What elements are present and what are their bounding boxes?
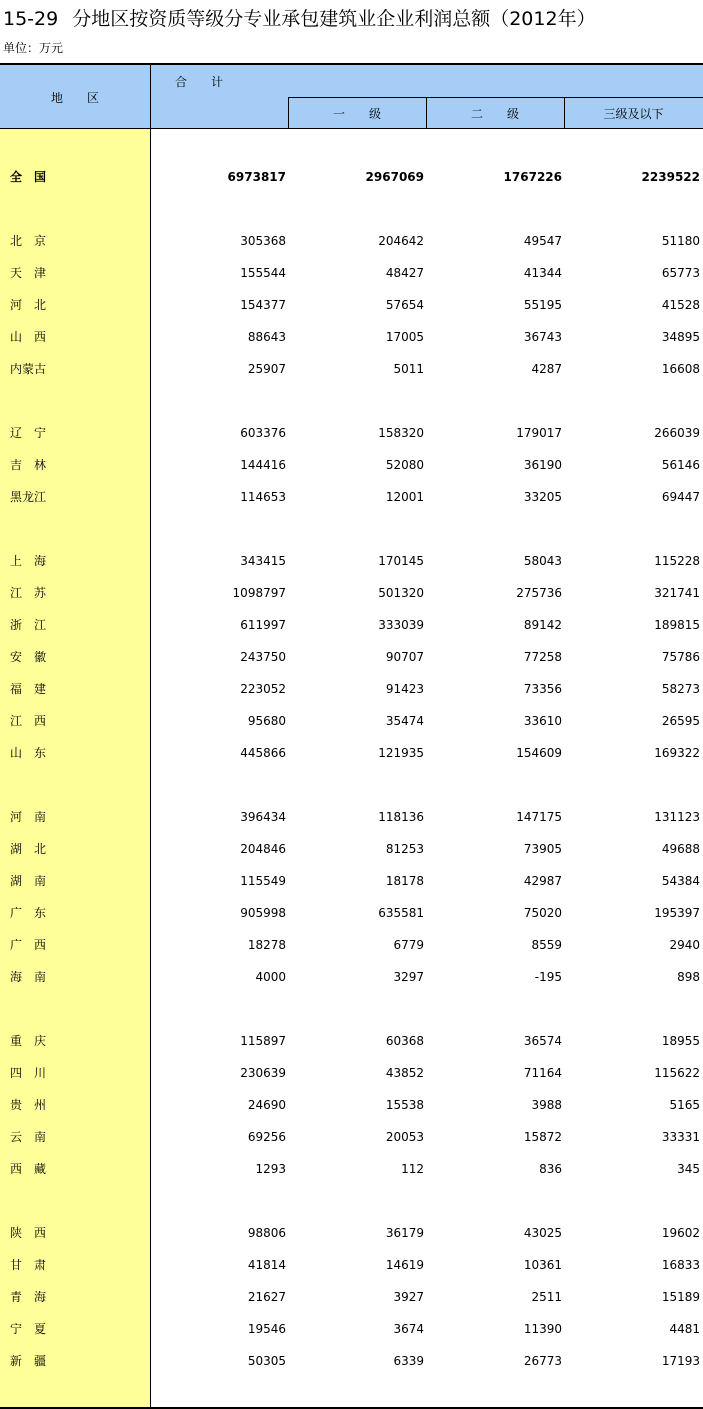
region-name: 安 徽: [10, 650, 47, 664]
grade1-value: 14619: [385, 1258, 424, 1272]
table-row: [0, 901, 703, 925]
grade1-value: 52080: [385, 458, 424, 472]
grade1-value: 6339: [393, 1354, 424, 1368]
grade2-value: 275736: [516, 586, 562, 600]
region-column: [0, 129, 151, 1407]
grade1-value: 112: [401, 1162, 424, 1176]
total-value: 19546: [247, 1322, 286, 1336]
header-divider: [426, 97, 427, 129]
grade3-value: 18955: [661, 1034, 700, 1048]
table-row: [0, 549, 703, 573]
grade2-value: 49547: [523, 234, 562, 248]
grade3-value: 2940: [669, 938, 700, 952]
table-row: [0, 1125, 703, 1149]
grade1-value: 333039: [378, 618, 424, 632]
total-value: 88643: [247, 330, 286, 344]
grade1-value: 635581: [378, 906, 424, 920]
region-name: 四 川: [10, 1066, 47, 1080]
grade3-value: 266039: [654, 426, 700, 440]
grade2-value: 71164: [523, 1066, 562, 1080]
table-row: [0, 453, 703, 477]
region-name: 云 南: [10, 1130, 47, 1144]
table-row: [0, 709, 703, 733]
grade2-value: 36190: [523, 458, 562, 472]
grade3-value: 2239522: [641, 170, 700, 184]
grade2-value: 26773: [523, 1354, 562, 1368]
region-name: 上 海: [10, 554, 47, 568]
grade2-value: 154609: [516, 746, 562, 760]
grade1-value: 90707: [385, 650, 424, 664]
grade2-value: 55195: [523, 298, 562, 312]
grade2-value: 1767226: [503, 170, 562, 184]
grade1-value: 43852: [385, 1066, 424, 1080]
grade3-value: 131123: [654, 810, 700, 824]
table-code: 15-29: [3, 8, 59, 30]
grade3-value: 56146: [661, 458, 700, 472]
grade1-value: 15538: [385, 1098, 424, 1112]
total-value: 115549: [240, 874, 286, 888]
grade2-value: 41344: [523, 266, 562, 280]
grade2-value: 73905: [523, 842, 562, 856]
total-value: 223052: [240, 682, 286, 696]
region-name: 河 北: [10, 298, 47, 312]
table-title: 分地区按资质等级分专业承包建筑业企业利润总额（2012年）: [72, 8, 596, 30]
total-value: 204846: [240, 842, 286, 856]
header-total: 合 计: [174, 74, 223, 89]
grade3-value: 17193: [661, 1354, 700, 1368]
region-name: 江 西: [10, 714, 47, 728]
region-name: 湖 北: [10, 842, 47, 856]
total-value: 445866: [240, 746, 286, 760]
table-row: [0, 837, 703, 861]
table-row: [0, 1253, 703, 1277]
total-value: 396434: [240, 810, 286, 824]
table-row: [0, 229, 703, 253]
total-value: 230639: [240, 1066, 286, 1080]
grade3-value: 41528: [661, 298, 700, 312]
table-row: [0, 1317, 703, 1341]
total-value: 18278: [247, 938, 286, 952]
grade2-value: 11390: [523, 1322, 562, 1336]
grade3-value: 169322: [654, 746, 700, 760]
region-name: 黑龙江: [10, 490, 47, 504]
grade2-value: 77258: [523, 650, 562, 664]
grade2-value: 147175: [516, 810, 562, 824]
grade3-value: 65773: [661, 266, 700, 280]
region-name: 新 疆: [10, 1354, 47, 1368]
region-name: 山 东: [10, 746, 47, 760]
total-value: 603376: [240, 426, 286, 440]
region-name: 海 南: [10, 970, 47, 984]
grade3-value: 75786: [661, 650, 700, 664]
grade1-value: 3674: [393, 1322, 424, 1336]
grade3-value: 16608: [661, 362, 700, 376]
grade2-value: 58043: [523, 554, 562, 568]
table-row: [0, 677, 703, 701]
total-value: 25907: [247, 362, 286, 376]
grade3-value: 19602: [661, 1226, 700, 1240]
grade3-value: 195397: [654, 906, 700, 920]
grade3-value: 69447: [661, 490, 700, 504]
grade2-value: 15872: [523, 1130, 562, 1144]
region-name: 甘 肃: [10, 1258, 47, 1272]
grade2-value: 75020: [523, 906, 562, 920]
region-name: 广 西: [10, 938, 47, 952]
total-value: 6973817: [227, 170, 286, 184]
data-table: [0, 63, 703, 1409]
table-row: [0, 421, 703, 445]
region-name: 全 国: [10, 170, 47, 184]
region-name: 山 西: [10, 330, 47, 344]
table-row: [0, 165, 703, 189]
grade1-value: 204642: [378, 234, 424, 248]
header-divider: [288, 97, 289, 129]
total-value: 95680: [247, 714, 286, 728]
region-name: 贵 州: [10, 1098, 47, 1112]
table-row: [0, 1061, 703, 1085]
total-value: 243750: [240, 650, 286, 664]
region-name: 浙 江: [10, 618, 47, 632]
grade1-value: 3297: [393, 970, 424, 984]
grade1-value: 20053: [385, 1130, 424, 1144]
total-value: 1098797: [232, 586, 286, 600]
region-name: 宁 夏: [10, 1322, 47, 1336]
table-row: [0, 805, 703, 829]
region-name: 江 苏: [10, 586, 47, 600]
header-region: 地 区: [50, 90, 99, 105]
grade3-value: 34895: [661, 330, 700, 344]
table-row: [0, 485, 703, 509]
grade1-value: 2967069: [365, 170, 424, 184]
table-row: [0, 645, 703, 669]
grade3-value: 16833: [661, 1258, 700, 1272]
total-value: 1293: [255, 1162, 286, 1176]
grade3-value: 898: [677, 970, 700, 984]
grade3-value: 115228: [654, 554, 700, 568]
unit-label: 单位：万元: [3, 41, 64, 55]
region-name: 重 庆: [10, 1034, 47, 1048]
region-name: 北 京: [10, 234, 47, 248]
grade2-value: 33610: [523, 714, 562, 728]
table-row: [0, 1285, 703, 1309]
total-value: 69256: [247, 1130, 286, 1144]
header-grade2: 二 级: [426, 97, 564, 129]
grade2-value: 36574: [523, 1034, 562, 1048]
grade3-value: 58273: [661, 682, 700, 696]
total-value: 98806: [247, 1226, 286, 1240]
region-name: 福 建: [10, 682, 47, 696]
grade2-value: 33205: [523, 490, 562, 504]
grade3-value: 15189: [661, 1290, 700, 1304]
total-value: 21627: [247, 1290, 286, 1304]
grade3-value: 54384: [661, 874, 700, 888]
header-grade1: 一 级: [288, 97, 426, 129]
grade3-value: 49688: [661, 842, 700, 856]
region-name: 天 津: [10, 266, 47, 280]
total-value: 4000: [255, 970, 286, 984]
table-row: [0, 1029, 703, 1053]
region-name: 西 藏: [10, 1162, 47, 1176]
region-name: 吉 林: [10, 458, 47, 472]
grade3-value: 115622: [654, 1066, 700, 1080]
grade2-value: 73356: [523, 682, 562, 696]
table-row: [0, 1221, 703, 1245]
grade1-value: 81253: [385, 842, 424, 856]
grade1-value: 6779: [393, 938, 424, 952]
grade1-value: 48427: [385, 266, 424, 280]
grade1-value: 170145: [378, 554, 424, 568]
grade2-value: 2511: [531, 1290, 562, 1304]
total-value: 114653: [240, 490, 286, 504]
table-row: [0, 261, 703, 285]
grade1-value: 501320: [378, 586, 424, 600]
grade1-value: 57654: [385, 298, 424, 312]
table-row: [0, 965, 703, 989]
grade2-value: 43025: [523, 1226, 562, 1240]
grade3-value: 33331: [661, 1130, 700, 1144]
grade1-value: 3927: [393, 1290, 424, 1304]
table-header: [0, 65, 703, 129]
total-value: 50305: [247, 1354, 286, 1368]
region-name: 湖 南: [10, 874, 47, 888]
table-row: [0, 869, 703, 893]
total-value: 611997: [240, 618, 286, 632]
page-title: [3, 4, 596, 34]
grade2-value: 10361: [523, 1258, 562, 1272]
table-row: [0, 933, 703, 957]
table-row: [0, 581, 703, 605]
total-value: 155544: [240, 266, 286, 280]
grade3-value: 345: [677, 1162, 700, 1176]
grade3-value: 26595: [661, 714, 700, 728]
header-divider: [150, 65, 151, 129]
total-value: 24690: [247, 1098, 286, 1112]
region-name: 河 南: [10, 810, 47, 824]
header-divider: [564, 97, 565, 129]
grade1-value: 12001: [385, 490, 424, 504]
grade1-value: 158320: [378, 426, 424, 440]
grade1-value: 91423: [385, 682, 424, 696]
grade2-value: 179017: [516, 426, 562, 440]
grade1-value: 36179: [385, 1226, 424, 1240]
header-grade3: 三级及以下: [564, 97, 703, 129]
table-row: [0, 357, 703, 381]
grade2-value: 36743: [523, 330, 562, 344]
table-row: [0, 1349, 703, 1373]
region-name: 青 海: [10, 1290, 47, 1304]
grade1-value: 5011: [393, 362, 424, 376]
total-value: 154377: [240, 298, 286, 312]
grade2-value: 3988: [531, 1098, 562, 1112]
table-row: [0, 325, 703, 349]
grade3-value: 321741: [654, 586, 700, 600]
total-value: 41814: [247, 1258, 286, 1272]
region-name: 陕 西: [10, 1226, 47, 1240]
table-row: [0, 1157, 703, 1181]
table-row: [0, 1093, 703, 1117]
table-body: [0, 129, 703, 1407]
total-value: 115897: [240, 1034, 286, 1048]
region-name: 辽 宁: [10, 426, 47, 440]
grade1-value: 18178: [385, 874, 424, 888]
total-value: 343415: [240, 554, 286, 568]
table-row: [0, 741, 703, 765]
table-row: [0, 613, 703, 637]
grade2-value: 8559: [531, 938, 562, 952]
grade1-value: 121935: [378, 746, 424, 760]
table-row: [0, 293, 703, 317]
total-value: 305368: [240, 234, 286, 248]
region-name: 广 东: [10, 906, 47, 920]
grade2-value: 836: [539, 1162, 562, 1176]
grade3-value: 51180: [661, 234, 700, 248]
grade2-value: 4287: [531, 362, 562, 376]
grade2-value: 42987: [523, 874, 562, 888]
grade1-value: 118136: [378, 810, 424, 824]
region-name: 内蒙古: [10, 362, 47, 376]
grade1-value: 35474: [385, 714, 424, 728]
grade3-value: 4481: [669, 1322, 700, 1336]
grade3-value: 189815: [654, 618, 700, 632]
grade3-value: 5165: [669, 1098, 700, 1112]
grade2-value: 89142: [523, 618, 562, 632]
grade2-value: -195: [534, 970, 562, 984]
grade1-value: 60368: [385, 1034, 424, 1048]
total-value: 144416: [240, 458, 286, 472]
grade1-value: 17005: [385, 330, 424, 344]
total-value: 905998: [240, 906, 286, 920]
